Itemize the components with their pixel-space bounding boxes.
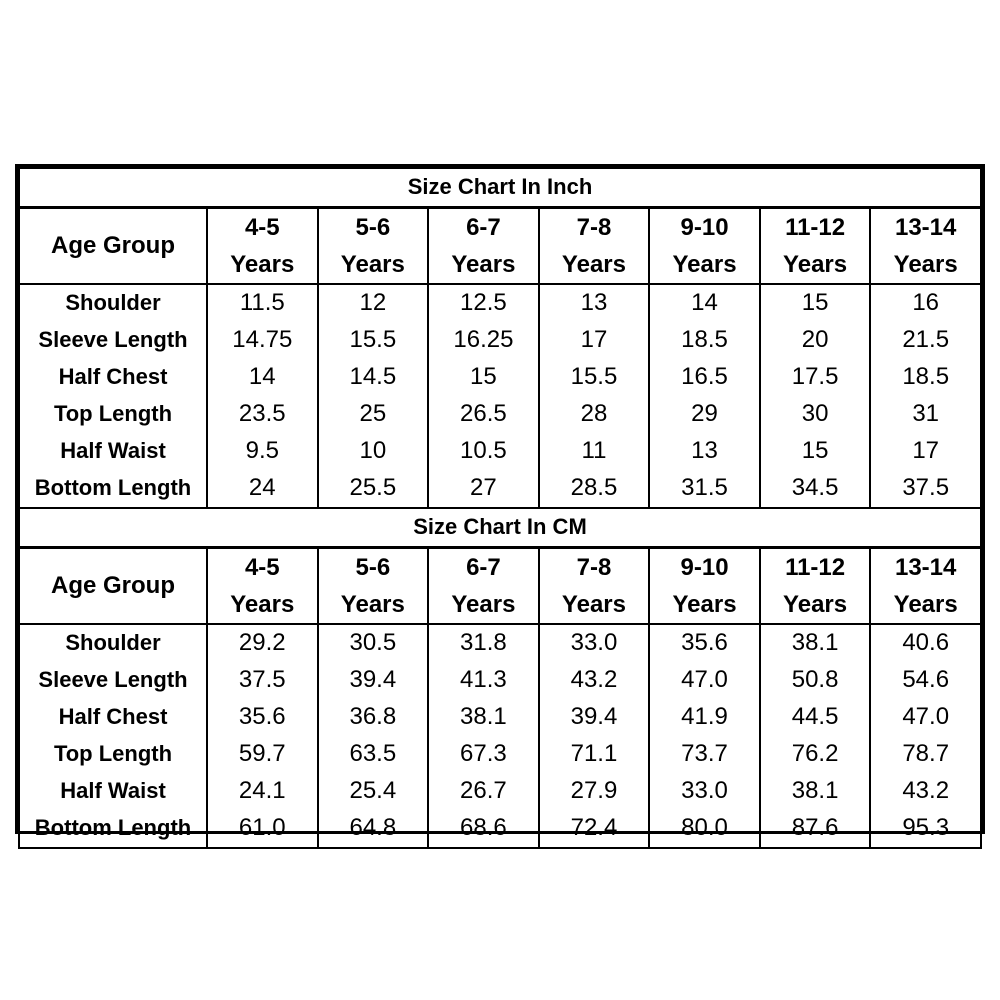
- section-title-row-cm: [19, 508, 981, 548]
- age-unit-label: Years: [672, 251, 737, 278]
- table-row: [19, 396, 981, 433]
- table-row: [19, 433, 981, 470]
- measurement-label: Top Length: [19, 736, 207, 773]
- measurement-value: 35.6: [649, 624, 760, 662]
- measurement-value: 9.5: [207, 433, 318, 470]
- measurement-value: 16.25: [428, 322, 539, 359]
- measurement-value: 47.0: [870, 699, 981, 736]
- measurement-value: 87.6: [760, 810, 871, 848]
- measurement-value: 14.5: [318, 359, 429, 396]
- measurement-value: 28.5: [539, 470, 650, 508]
- measurement-value: 95.3: [870, 810, 981, 848]
- age-range-label: 11-12: [785, 554, 846, 581]
- age-unit-label: Years: [893, 251, 958, 278]
- measurement-value: 64.8: [318, 810, 429, 848]
- measurement-value: 38.1: [428, 699, 539, 736]
- measurement-value: 24.1: [207, 773, 318, 810]
- measurement-value: 15.5: [539, 359, 650, 396]
- measurement-value: 31: [870, 396, 981, 433]
- measurement-value: 37.5: [207, 662, 318, 699]
- measurement-value: 30: [760, 396, 871, 433]
- measurement-value: 29: [649, 396, 760, 433]
- measurement-value: 30.5: [318, 624, 429, 662]
- table-row: [19, 736, 981, 773]
- measurement-value: 59.7: [207, 736, 318, 773]
- age-unit-label: Years: [451, 591, 516, 618]
- measurement-value: 33.0: [649, 773, 760, 810]
- measurement-label: Shoulder: [19, 284, 207, 322]
- age-range-label: 11-12: [785, 214, 846, 241]
- measurement-value: 25.5: [318, 470, 429, 508]
- measurement-value: 11.5: [207, 284, 318, 322]
- table-row: [19, 470, 981, 508]
- age-range-label: 6-7: [466, 554, 501, 581]
- age-range-label: 9-10: [680, 554, 729, 581]
- measurement-value: 27.9: [539, 773, 650, 810]
- header-row-inch: [19, 208, 981, 285]
- table-row: [19, 662, 981, 699]
- measurement-value: 37.5: [870, 470, 981, 508]
- table-row: [19, 810, 981, 848]
- age-column-header: [318, 548, 429, 625]
- section-title-row-inch: [19, 168, 981, 208]
- measurement-label: Half Chest: [19, 359, 207, 396]
- measurement-value: 26.7: [428, 773, 539, 810]
- measurement-value: 12: [318, 284, 429, 322]
- age-column-header: [760, 208, 871, 285]
- measurement-value: 43.2: [539, 662, 650, 699]
- age-range-label: 6-7: [466, 214, 501, 241]
- measurement-value: 63.5: [318, 736, 429, 773]
- measurement-value: 39.4: [318, 662, 429, 699]
- measurement-value: 35.6: [207, 699, 318, 736]
- age-column-header: [649, 208, 760, 285]
- age-unit-label: Years: [340, 591, 405, 618]
- table-row: [19, 284, 981, 322]
- measurement-value: 15: [760, 433, 871, 470]
- measurement-value: 20: [760, 322, 871, 359]
- measurement-label: Sleeve Length: [19, 662, 207, 699]
- age-range-label: 4-5: [244, 214, 280, 241]
- measurement-label: Shoulder: [19, 624, 207, 662]
- measurement-label: Bottom Length: [19, 810, 207, 848]
- age-column-header: [207, 548, 318, 625]
- age-unit-label: Years: [672, 591, 737, 618]
- measurement-value: 38.1: [760, 773, 871, 810]
- age-range-label: 13-14: [894, 554, 957, 581]
- measurement-value: 33.0: [539, 624, 650, 662]
- measurement-value: 76.2: [760, 736, 871, 773]
- table-row: [19, 624, 981, 662]
- age-unit-label: Years: [230, 591, 295, 618]
- age-unit-label: Years: [893, 591, 958, 618]
- measurement-value: 25.4: [318, 773, 429, 810]
- measurement-value: 15.5: [318, 322, 429, 359]
- measurement-value: 25: [318, 396, 429, 433]
- measurement-value: 27: [428, 470, 539, 508]
- measurement-value: 67.3: [428, 736, 539, 773]
- measurement-value: 15: [428, 359, 539, 396]
- measurement-value: 44.5: [760, 699, 871, 736]
- measurement-value: 23.5: [207, 396, 318, 433]
- measurement-value: 14: [649, 284, 760, 322]
- measurement-value: 40.6: [870, 624, 981, 662]
- age-column-header: [318, 208, 429, 285]
- measurement-label: Sleeve Length: [19, 322, 207, 359]
- section-title-cm: Size Chart In CM: [19, 508, 981, 548]
- measurement-value: 14: [207, 359, 318, 396]
- measurement-value: 34.5: [760, 470, 871, 508]
- measurement-value: 78.7: [870, 736, 981, 773]
- age-column-header: [649, 548, 760, 625]
- measurement-value: 71.1: [539, 736, 650, 773]
- measurement-value: 17: [539, 322, 650, 359]
- age-column-header: [428, 208, 539, 285]
- table-row: [19, 359, 981, 396]
- measurement-value: 47.0: [649, 662, 760, 699]
- measurement-value: 16.5: [649, 359, 760, 396]
- measurement-value: 12.5: [428, 284, 539, 322]
- age-column-header: [428, 548, 539, 625]
- age-group-header: Age Group: [19, 548, 207, 625]
- age-range-label: 9-10: [680, 214, 729, 241]
- measurement-value: 72.4: [539, 810, 650, 848]
- age-unit-label: Years: [561, 251, 626, 278]
- measurement-value: 17: [870, 433, 981, 470]
- measurement-value: 39.4: [539, 699, 650, 736]
- age-unit-label: Years: [783, 591, 848, 618]
- age-unit-label: Years: [340, 251, 405, 278]
- age-column-header: [207, 208, 318, 285]
- age-range-label: 4-5: [244, 554, 280, 581]
- age-range-label: 7-8: [576, 554, 612, 581]
- section-title-inch: Size Chart In Inch: [19, 168, 981, 208]
- measurement-value: 31.8: [428, 624, 539, 662]
- measurement-label: Top Length: [19, 396, 207, 433]
- table-row: [19, 322, 981, 359]
- measurement-label: Half Chest: [19, 699, 207, 736]
- table-row: [19, 773, 981, 810]
- measurement-value: 14.75: [207, 322, 318, 359]
- age-range-label: 5-6: [355, 554, 391, 581]
- measurement-value: 18.5: [649, 322, 760, 359]
- age-column-header: [870, 548, 981, 625]
- age-range-label: 5-6: [355, 214, 391, 241]
- measurement-value: 18.5: [870, 359, 981, 396]
- age-column-header: [760, 548, 871, 625]
- age-group-header: Age Group: [19, 208, 207, 285]
- measurement-value: 43.2: [870, 773, 981, 810]
- age-unit-label: Years: [783, 251, 848, 278]
- measurement-value: 13: [649, 433, 760, 470]
- measurement-value: 10.5: [428, 433, 539, 470]
- age-column-header: [539, 548, 650, 625]
- measurement-value: 61.0: [207, 810, 318, 848]
- size-chart: [15, 164, 985, 842]
- measurement-value: 54.6: [870, 662, 981, 699]
- age-unit-label: Years: [451, 251, 516, 278]
- header-row-cm: [19, 548, 981, 625]
- measurement-value: 11: [539, 433, 650, 470]
- measurement-value: 15: [760, 284, 871, 322]
- measurement-value: 10: [318, 433, 429, 470]
- age-range-label: 13-14: [894, 214, 957, 241]
- measurement-value: 38.1: [760, 624, 871, 662]
- age-column-header: [539, 208, 650, 285]
- measurement-value: 24: [207, 470, 318, 508]
- measurement-value: 21.5: [870, 322, 981, 359]
- measurement-value: 73.7: [649, 736, 760, 773]
- age-unit-label: Years: [561, 591, 626, 618]
- measurement-label: Half Waist: [19, 433, 207, 470]
- measurement-value: 31.5: [649, 470, 760, 508]
- measurement-value: 80.0: [649, 810, 760, 848]
- measurement-value: 26.5: [428, 396, 539, 433]
- measurement-value: 17.5: [760, 359, 871, 396]
- measurement-value: 29.2: [207, 624, 318, 662]
- age-column-header: [870, 208, 981, 285]
- measurement-label: Bottom Length: [19, 470, 207, 508]
- measurement-value: 50.8: [760, 662, 871, 699]
- measurement-value: 36.8: [318, 699, 429, 736]
- measurement-value: 13: [539, 284, 650, 322]
- measurement-value: 41.9: [649, 699, 760, 736]
- measurement-label: Half Waist: [19, 773, 207, 810]
- measurement-value: 28: [539, 396, 650, 433]
- table-row: [19, 699, 981, 736]
- size-chart-table: [18, 167, 982, 849]
- measurement-value: 41.3: [428, 662, 539, 699]
- measurement-value: 68.6: [428, 810, 539, 848]
- measurement-value: 16: [870, 284, 981, 322]
- age-unit-label: Years: [230, 251, 295, 278]
- age-range-label: 7-8: [576, 214, 612, 241]
